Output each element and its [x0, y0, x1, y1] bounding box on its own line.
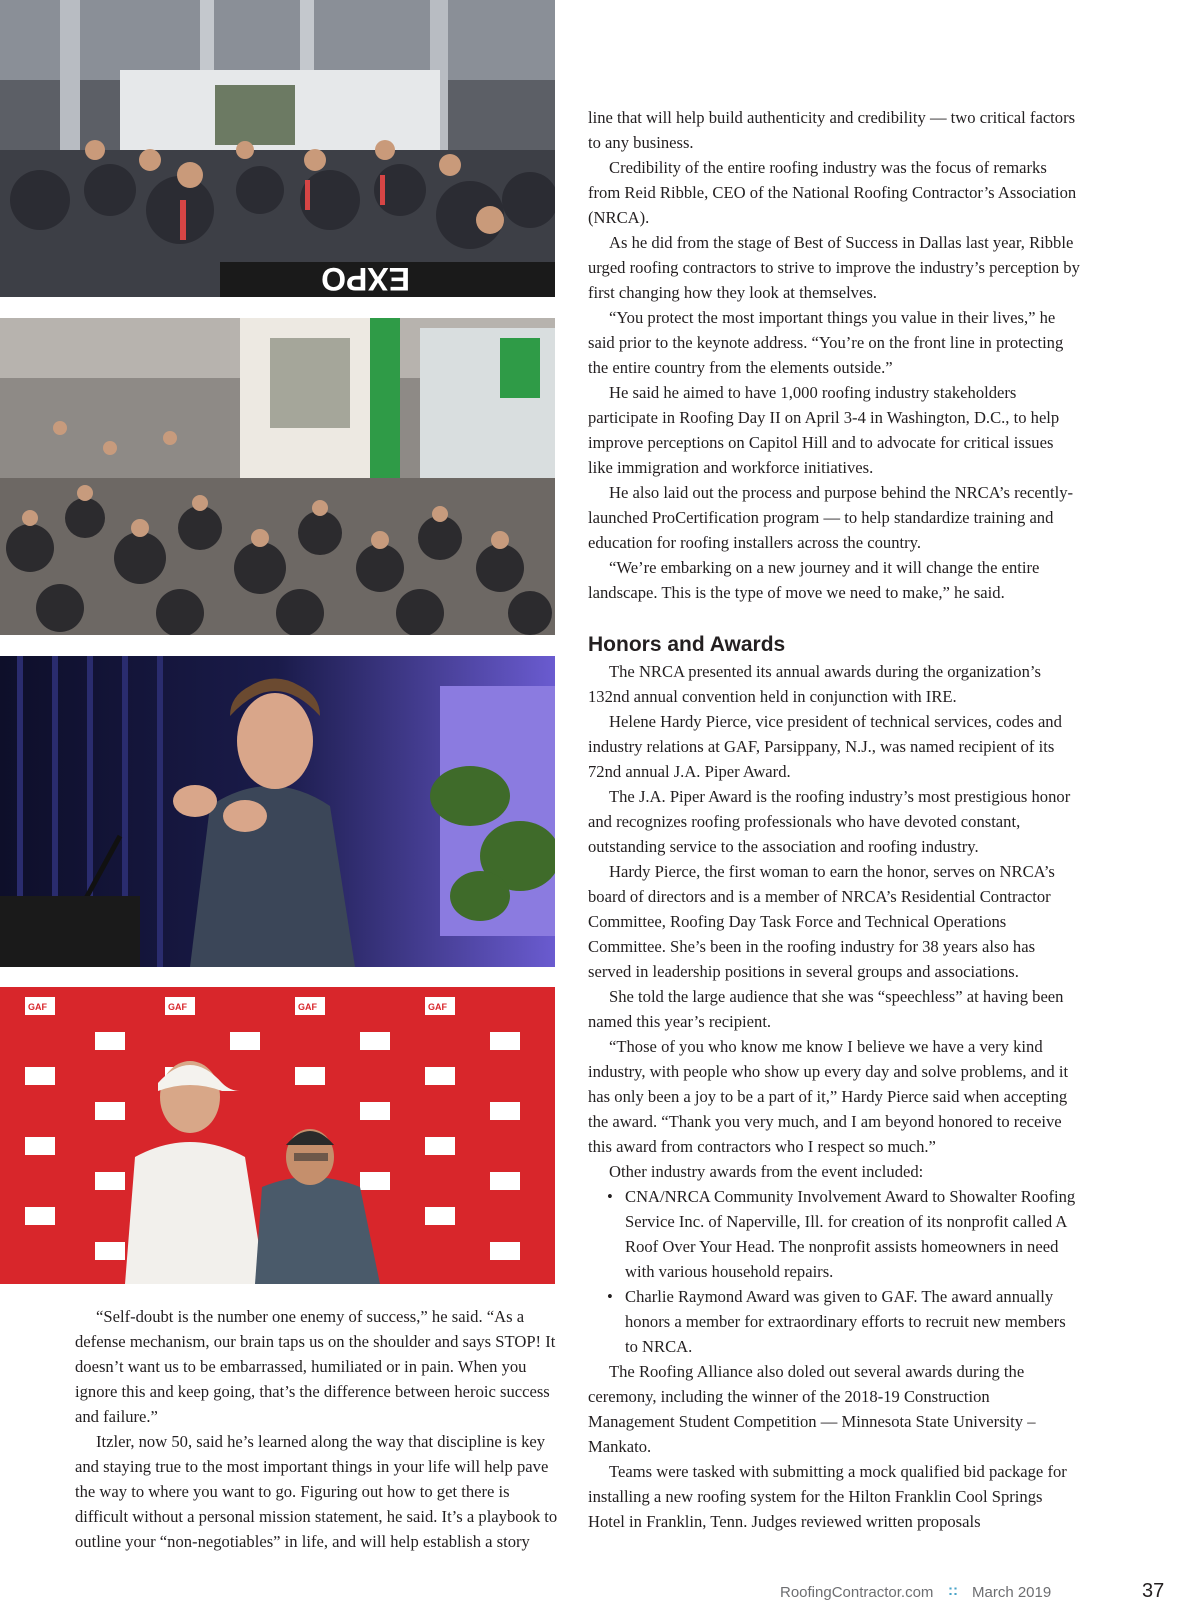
list-item: • Charlie Raymond Award was given to GAF. The award annually honors a member for extraordinary efforts to recruit new members to NRCA. [625, 1284, 1080, 1359]
awards-list [588, 1184, 1080, 1359]
right-text-column [588, 105, 1080, 1534]
expo-sign-text: EXPO [321, 261, 410, 297]
body-paragraph: Teams were tasked with submitting a mock qualified bid package for installing a new roofing system for the Hilton Franklin Cool Springs Hotel in Franklin, Tenn. Judges reviewed written proposals [588, 1462, 1067, 1531]
body-paragraph: The NRCA presented its annual awards during the organization’s 132nd annual convention held in conjunction with IRE. [588, 662, 1041, 706]
body-paragraph: Hardy Pierce, the first woman to earn the honor, serves on NRCA’s board of directors and is a member of NRCA’s Residential Contractor Committee, Roofing Day Task Force and Technical Operations Committee. She’s been in the roofing industry for 38 years also has served in leadership positions in several groups and associations. [588, 862, 1055, 981]
gaf-backdrop-photo [0, 987, 555, 1284]
body-paragraph: The J.A. Piper Award is the roofing industry’s most prestigious honor and recognizes roofing professionals who have devoted constant, outstanding service to the association and roofing industry. [588, 787, 1071, 856]
body-paragraph: He said he aimed to have 1,000 roofing industry stakeholders participate in Roofing Day II on April 3-4 in Washington, D.C., to help improve perceptions on Capitol Hill and to advocate for critical issues like immigration and workforce initiatives. [588, 383, 1060, 477]
gaf-logo-text: GAF [428, 1002, 447, 1012]
crowd-entering-expo-photo [0, 0, 555, 297]
footer-separator: :: [948, 1582, 958, 1599]
body-paragraph: Itzler, now 50, said he’s learned along the way that discipline is key and staying true to the most important things in your life will help pave the way to where you want to go. Figuring out how to get there is difficult without a personal mission statement, he said. It’s a playbook to outline your “non-negotiables” in life, and will help establish a story [75, 1432, 558, 1551]
body-paragraph: She told the large audience that she was “speechless” at having been named this year’s recipient. [588, 987, 1064, 1031]
body-paragraph: As he did from the stage of Best of Success in Dallas last year, Ribble urged roofing contractors to strive to improve the industry’s perception by first changing how they look at themselves. [588, 233, 1080, 302]
body-paragraph: “We’re embarking on a new journey and it will change the entire landscape. This is the type of move we need to make,” he said. [588, 558, 1040, 602]
footer-site-link[interactable]: RoofingContractor.com [780, 1584, 934, 1601]
body-paragraph: Helene Hardy Pierce, vice president of technical services, codes and industry relations at GAF, Parsippany, N.J., was named recipient of its 72nd annual J.A. Piper Award. [588, 712, 1062, 781]
section-heading: Honors and Awards [588, 633, 786, 656]
page-number: 37 [1142, 1580, 1165, 1602]
gaf-logo-text: GAF [28, 1002, 47, 1012]
crowded-show-floor-photo [0, 318, 555, 635]
keynote-speaker-photo [0, 656, 555, 967]
body-paragraph: “Self-doubt is the number one enemy of success,” he said. “As a defense mechanism, our brain taps us on the shoulder and says STOP! It doesn’t want us to be embarrassed, humiliated or in pain. When you ignore this and keep going, that’s the difference between heroic success and failure.” [75, 1307, 556, 1426]
body-paragraph: Other industry awards from the event included: [609, 1162, 924, 1181]
body-paragraph: line that will help build authenticity and credibility — two critical factors to any business. [588, 108, 1076, 152]
body-paragraph: The Roofing Alliance also doled out several awards during the ceremony, including the winner of the 2018-19 Construction Management Student Competition — Minnesota State University – Mankato. [588, 1362, 1036, 1456]
gaf-logo-text: GAF [298, 1002, 317, 1012]
left-text-column [75, 1304, 565, 1554]
body-paragraph: “You protect the most important things you value in their lives,” he said prior to the keynote address. “You’re on the front line in protecting the entire country from the elements outside.” [588, 308, 1064, 377]
body-paragraph: Credibility of the entire roofing industry was the focus of remarks from Reid Ribble, CEO of the National Roofing Contractor’s Association (NRCA). [588, 158, 1077, 227]
body-paragraph: “Those of you who know me know I believe we have a very kind industry, with people who show up every day and solve problems, and it has only been a joy to be a part of it,” Hardy Pierce said when accepting the award. “Thank you very much, and I am beyond honored to receive this award from contractors who I respect so much.” [588, 1037, 1069, 1156]
body-paragraph: He also laid out the process and purpose behind the NRCA’s recently-launched ProCertification program — to help standardize training and education for roofing installers across the country. [588, 483, 1074, 552]
list-item: • CNA/NRCA Community Involvement Award to Showalter Roofing Service Inc. of Naperville, Ill. for creation of its nonprofit called A Roof Over Your Head. The nonprofit assists homeowners in need with various household repairs. [625, 1184, 1080, 1284]
footer-date: March 2019 [972, 1584, 1052, 1601]
gaf-logo-text: GAF [168, 1002, 187, 1012]
page-footer [780, 1580, 1170, 1606]
